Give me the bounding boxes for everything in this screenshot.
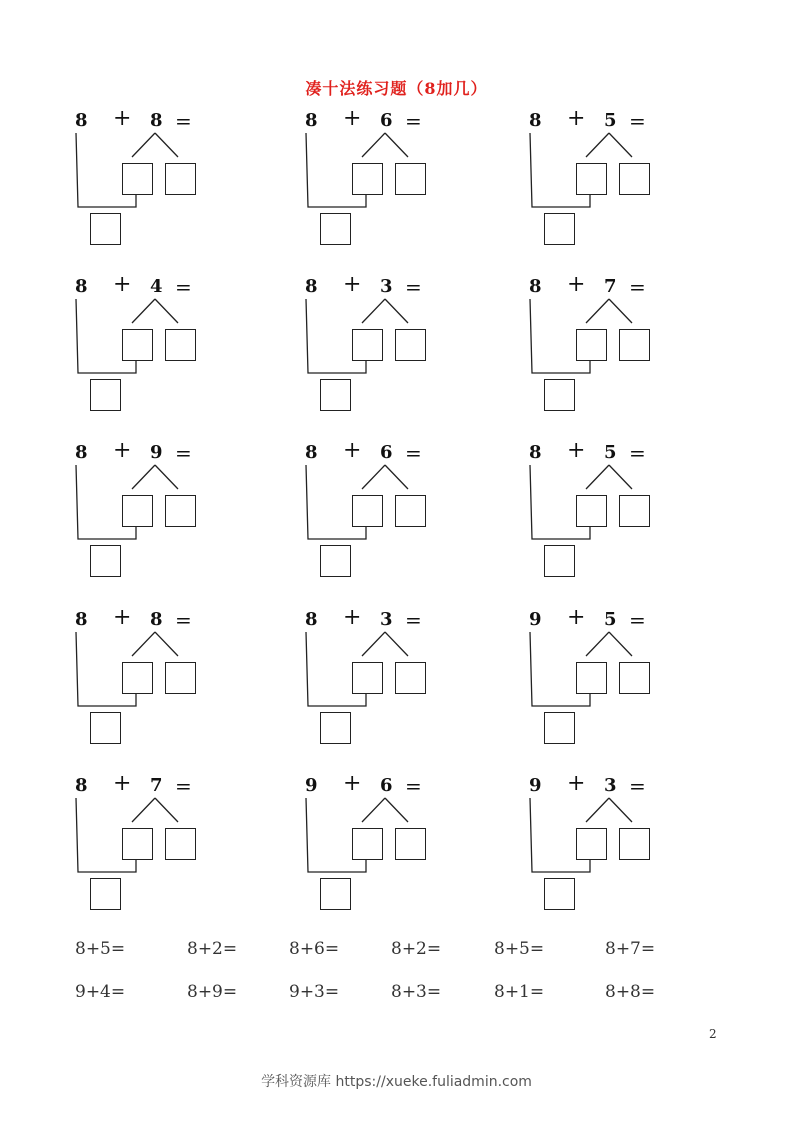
quick-equation: 8+3= — [391, 982, 442, 1002]
addend-a: 8 — [305, 276, 318, 297]
addend-b: 6 — [380, 775, 393, 796]
quick-equation: 8+1= — [494, 982, 545, 1002]
decompose-problem — [75, 438, 235, 583]
plus-sign: + — [567, 605, 586, 630]
quick-equation: 8+5= — [494, 939, 545, 959]
equals-sign: = — [405, 608, 422, 632]
addend-a: 8 — [529, 276, 542, 297]
decompose-problem — [305, 272, 465, 417]
split-box-left[interactable] — [122, 163, 153, 195]
split-box-right[interactable] — [619, 828, 650, 860]
addend-a: 8 — [75, 442, 88, 463]
addend-a: 8 — [305, 609, 318, 630]
addend-b: 5 — [604, 609, 617, 630]
ten-box[interactable] — [544, 379, 575, 411]
ten-box[interactable] — [320, 545, 351, 577]
equals-sign: = — [405, 109, 422, 133]
decompose-problem — [75, 272, 235, 417]
decompose-problem — [529, 605, 689, 750]
split-box-right[interactable] — [165, 495, 196, 527]
split-box-right[interactable] — [395, 163, 426, 195]
split-box-left[interactable] — [576, 163, 607, 195]
addend-b: 7 — [150, 775, 163, 796]
decompose-problem — [305, 106, 465, 251]
ten-box[interactable] — [90, 213, 121, 245]
decompose-problem — [529, 106, 689, 251]
page-title: 凑十法练习题（8加几） — [305, 79, 488, 98]
addend-b: 6 — [380, 110, 393, 131]
split-box-left[interactable] — [352, 495, 383, 527]
equals-sign: = — [405, 441, 422, 465]
equals-sign: = — [175, 441, 192, 465]
split-box-right[interactable] — [165, 329, 196, 361]
addend-b: 6 — [380, 442, 393, 463]
plus-sign: + — [113, 605, 132, 630]
addend-b: 5 — [604, 442, 617, 463]
quick-equation: 8+9= — [187, 982, 238, 1002]
addend-b: 7 — [604, 276, 617, 297]
addend-b: 3 — [604, 775, 617, 796]
ten-box[interactable] — [90, 712, 121, 744]
quick-equation: 8+8= — [605, 982, 656, 1002]
ten-box[interactable] — [320, 379, 351, 411]
addend-a: 8 — [529, 110, 542, 131]
split-box-right[interactable] — [619, 163, 650, 195]
split-box-right[interactable] — [395, 828, 426, 860]
plus-sign: + — [567, 438, 586, 463]
split-box-right[interactable] — [165, 828, 196, 860]
split-box-left[interactable] — [352, 163, 383, 195]
addend-a: 8 — [529, 442, 542, 463]
equals-sign: = — [175, 275, 192, 299]
plus-sign: + — [567, 272, 586, 297]
equals-sign: = — [175, 109, 192, 133]
decompose-problem — [529, 771, 689, 916]
ten-box[interactable] — [320, 878, 351, 910]
addend-b: 8 — [150, 609, 163, 630]
decompose-problem — [529, 272, 689, 417]
ten-box[interactable] — [544, 712, 575, 744]
addend-a: 8 — [75, 110, 88, 131]
split-box-right[interactable] — [619, 662, 650, 694]
plus-sign: + — [343, 605, 362, 630]
equals-sign: = — [629, 774, 646, 798]
addend-b: 8 — [150, 110, 163, 131]
addend-a: 8 — [75, 276, 88, 297]
split-box-right[interactable] — [395, 329, 426, 361]
decompose-problem — [305, 438, 465, 583]
quick-equation: 8+6= — [289, 939, 340, 959]
equals-sign: = — [405, 275, 422, 299]
decompose-problem — [75, 605, 235, 750]
addend-a: 9 — [529, 609, 542, 630]
addend-b: 5 — [604, 110, 617, 131]
plus-sign: + — [343, 106, 362, 131]
quick-equation: 8+2= — [187, 939, 238, 959]
decompose-problem — [75, 771, 235, 916]
addend-a: 8 — [75, 775, 88, 796]
plus-sign: + — [567, 771, 586, 796]
footer-watermark: 学科资源库 https://xueke.fuliadmin.com — [261, 1074, 532, 1090]
split-box-right[interactable] — [619, 329, 650, 361]
quick-equation: 8+5= — [75, 939, 126, 959]
ten-box[interactable] — [90, 379, 121, 411]
split-box-right[interactable] — [165, 662, 196, 694]
addend-a: 8 — [75, 609, 88, 630]
quick-equation: 8+2= — [391, 939, 442, 959]
addend-b: 3 — [380, 609, 393, 630]
split-box-right[interactable] — [395, 662, 426, 694]
plus-sign: + — [343, 771, 362, 796]
split-box-left[interactable] — [576, 828, 607, 860]
split-box-left[interactable] — [352, 329, 383, 361]
quick-equation: 9+3= — [289, 982, 340, 1002]
split-box-right[interactable] — [395, 495, 426, 527]
plus-sign: + — [343, 438, 362, 463]
addend-b: 3 — [380, 276, 393, 297]
split-box-left[interactable] — [576, 662, 607, 694]
split-box-left[interactable] — [122, 495, 153, 527]
ten-box[interactable] — [90, 545, 121, 577]
equals-sign: = — [629, 608, 646, 632]
equals-sign: = — [629, 275, 646, 299]
decompose-problem — [75, 106, 235, 251]
plus-sign: + — [113, 438, 132, 463]
equals-sign: = — [629, 109, 646, 133]
plus-sign: + — [113, 272, 132, 297]
split-box-left[interactable] — [352, 662, 383, 694]
addend-a: 9 — [305, 775, 318, 796]
page-number: 2 — [709, 1027, 717, 1041]
ten-box[interactable] — [320, 712, 351, 744]
addend-a: 8 — [305, 110, 318, 131]
addend-b: 9 — [150, 442, 163, 463]
ten-box[interactable] — [320, 213, 351, 245]
equals-sign: = — [629, 441, 646, 465]
equals-sign: = — [175, 774, 192, 798]
decompose-problem — [305, 605, 465, 750]
split-box-left[interactable] — [352, 828, 383, 860]
split-box-left[interactable] — [576, 329, 607, 361]
ten-box[interactable] — [544, 545, 575, 577]
split-box-left[interactable] — [122, 329, 153, 361]
split-box-left[interactable] — [122, 662, 153, 694]
ten-box[interactable] — [544, 213, 575, 245]
split-box-right[interactable] — [619, 495, 650, 527]
addend-a: 8 — [305, 442, 318, 463]
split-box-right[interactable] — [165, 163, 196, 195]
ten-box[interactable] — [90, 878, 121, 910]
decompose-problem — [529, 438, 689, 583]
plus-sign: + — [567, 106, 586, 131]
quick-equation: 9+4= — [75, 982, 126, 1002]
equals-sign: = — [405, 774, 422, 798]
plus-sign: + — [343, 272, 362, 297]
equals-sign: = — [175, 608, 192, 632]
quick-equation: 8+7= — [605, 939, 656, 959]
addend-a: 9 — [529, 775, 542, 796]
split-box-left[interactable] — [122, 828, 153, 860]
plus-sign: + — [113, 771, 132, 796]
split-box-left[interactable] — [576, 495, 607, 527]
ten-box[interactable] — [544, 878, 575, 910]
addend-b: 4 — [150, 276, 163, 297]
plus-sign: + — [113, 106, 132, 131]
decompose-problem — [305, 771, 465, 916]
